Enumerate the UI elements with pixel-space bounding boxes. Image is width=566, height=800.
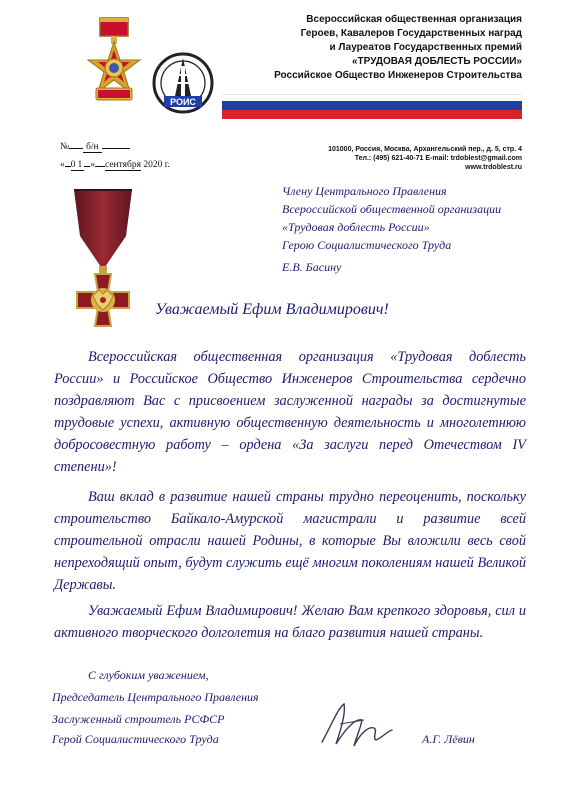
recipient-line-1: Члену Центрального Правления <box>282 184 447 198</box>
letter-salutation: Уважаемый Ефим Владимирович! <box>155 301 389 318</box>
number-prefix: № <box>60 142 70 152</box>
date-year: 2020 г. <box>143 160 170 170</box>
number-value: б/н <box>83 142 102 153</box>
recipient-line-3: «Трудовая доблесть России» <box>282 220 430 234</box>
flag-stripe-red <box>222 110 522 119</box>
outgoing-number <box>60 142 130 152</box>
contacts-line: Тел.: (495) 621-40-71 E-mail: trdoblest@gmail.com <box>354 155 522 162</box>
website-line: www.trdoblest.ru <box>465 164 522 171</box>
date-day: 01 <box>70 160 85 170</box>
handwritten-signature <box>316 698 396 750</box>
recipient-line-2: Всероссийской общественной организации <box>282 202 502 216</box>
letter-paragraph-2: Ваш вклад в развитие нашей страны трудно переоценить, поскольку строительство Байкало-Амурской магистрали и развитие всей строительной отрасли нашей Родины, в которые Вы вложили весь свой непреходящий опыт, будут служить ещё многим поколениям нашей Великой Державы. <box>54 489 526 593</box>
letter-date: « 01 » сентября 2020 г. <box>60 160 170 170</box>
letter-paragraph-1: Всероссийская общественная организация «Трудовая доблесть России» и Российское Общество Инженеров Строительства сердечно поздравляют Вас с присвоением заслуженной награды за достигнутые трудовые успехи, активную общественную деятельность и многолетнюю добросовестную работу – ордена «За заслуги перед Отечеством IV степени»! <box>54 349 526 475</box>
recipient-line-4: Герою Социалистического Труда <box>282 238 452 252</box>
letter-paragraph-3: Уважаемый Ефим Владимирович! Желаю Вам крепкого здоровья, сил и активного творческого долголетия на благо развития нашей страны. <box>54 603 526 641</box>
address-line: 101000, Россия, Москва, Архангельский пер., д. 5, стр. 4 <box>328 146 522 153</box>
flag-stripe-white <box>222 94 522 101</box>
org-line-5: Российское Общество Инженеров Строительства <box>274 70 522 81</box>
date-month: сентября <box>105 160 141 170</box>
org-line-2: Героев, Кавалеров Государственных наград <box>300 28 522 39</box>
flag-stripe-blue <box>222 101 522 110</box>
signer-title-3: Герой Социалистического Труда <box>52 732 219 746</box>
org-line-3: и Лауреатов Государственных премий <box>329 42 522 53</box>
rois-logo-text: РОИС <box>170 97 196 107</box>
order-for-merit-to-fatherland-icon <box>60 186 146 334</box>
trudovaya-doblest-medal-icon <box>84 16 144 114</box>
signer-title-1: Председатель Центрального Правления <box>52 690 259 704</box>
signer-title-2: Заслуженный строитель РСФСР <box>52 712 225 726</box>
org-line-1: Всероссийская общественная организация <box>306 14 522 25</box>
recipient-name: Е.В. Басину <box>282 260 342 274</box>
closing-phrase: С глубоким уважением, <box>88 668 209 682</box>
org-line-4: «ТРУДОВАЯ ДОБЛЕСТЬ РОССИИ» <box>351 56 522 67</box>
signer-name: А.Г. Лёвин <box>422 732 475 746</box>
